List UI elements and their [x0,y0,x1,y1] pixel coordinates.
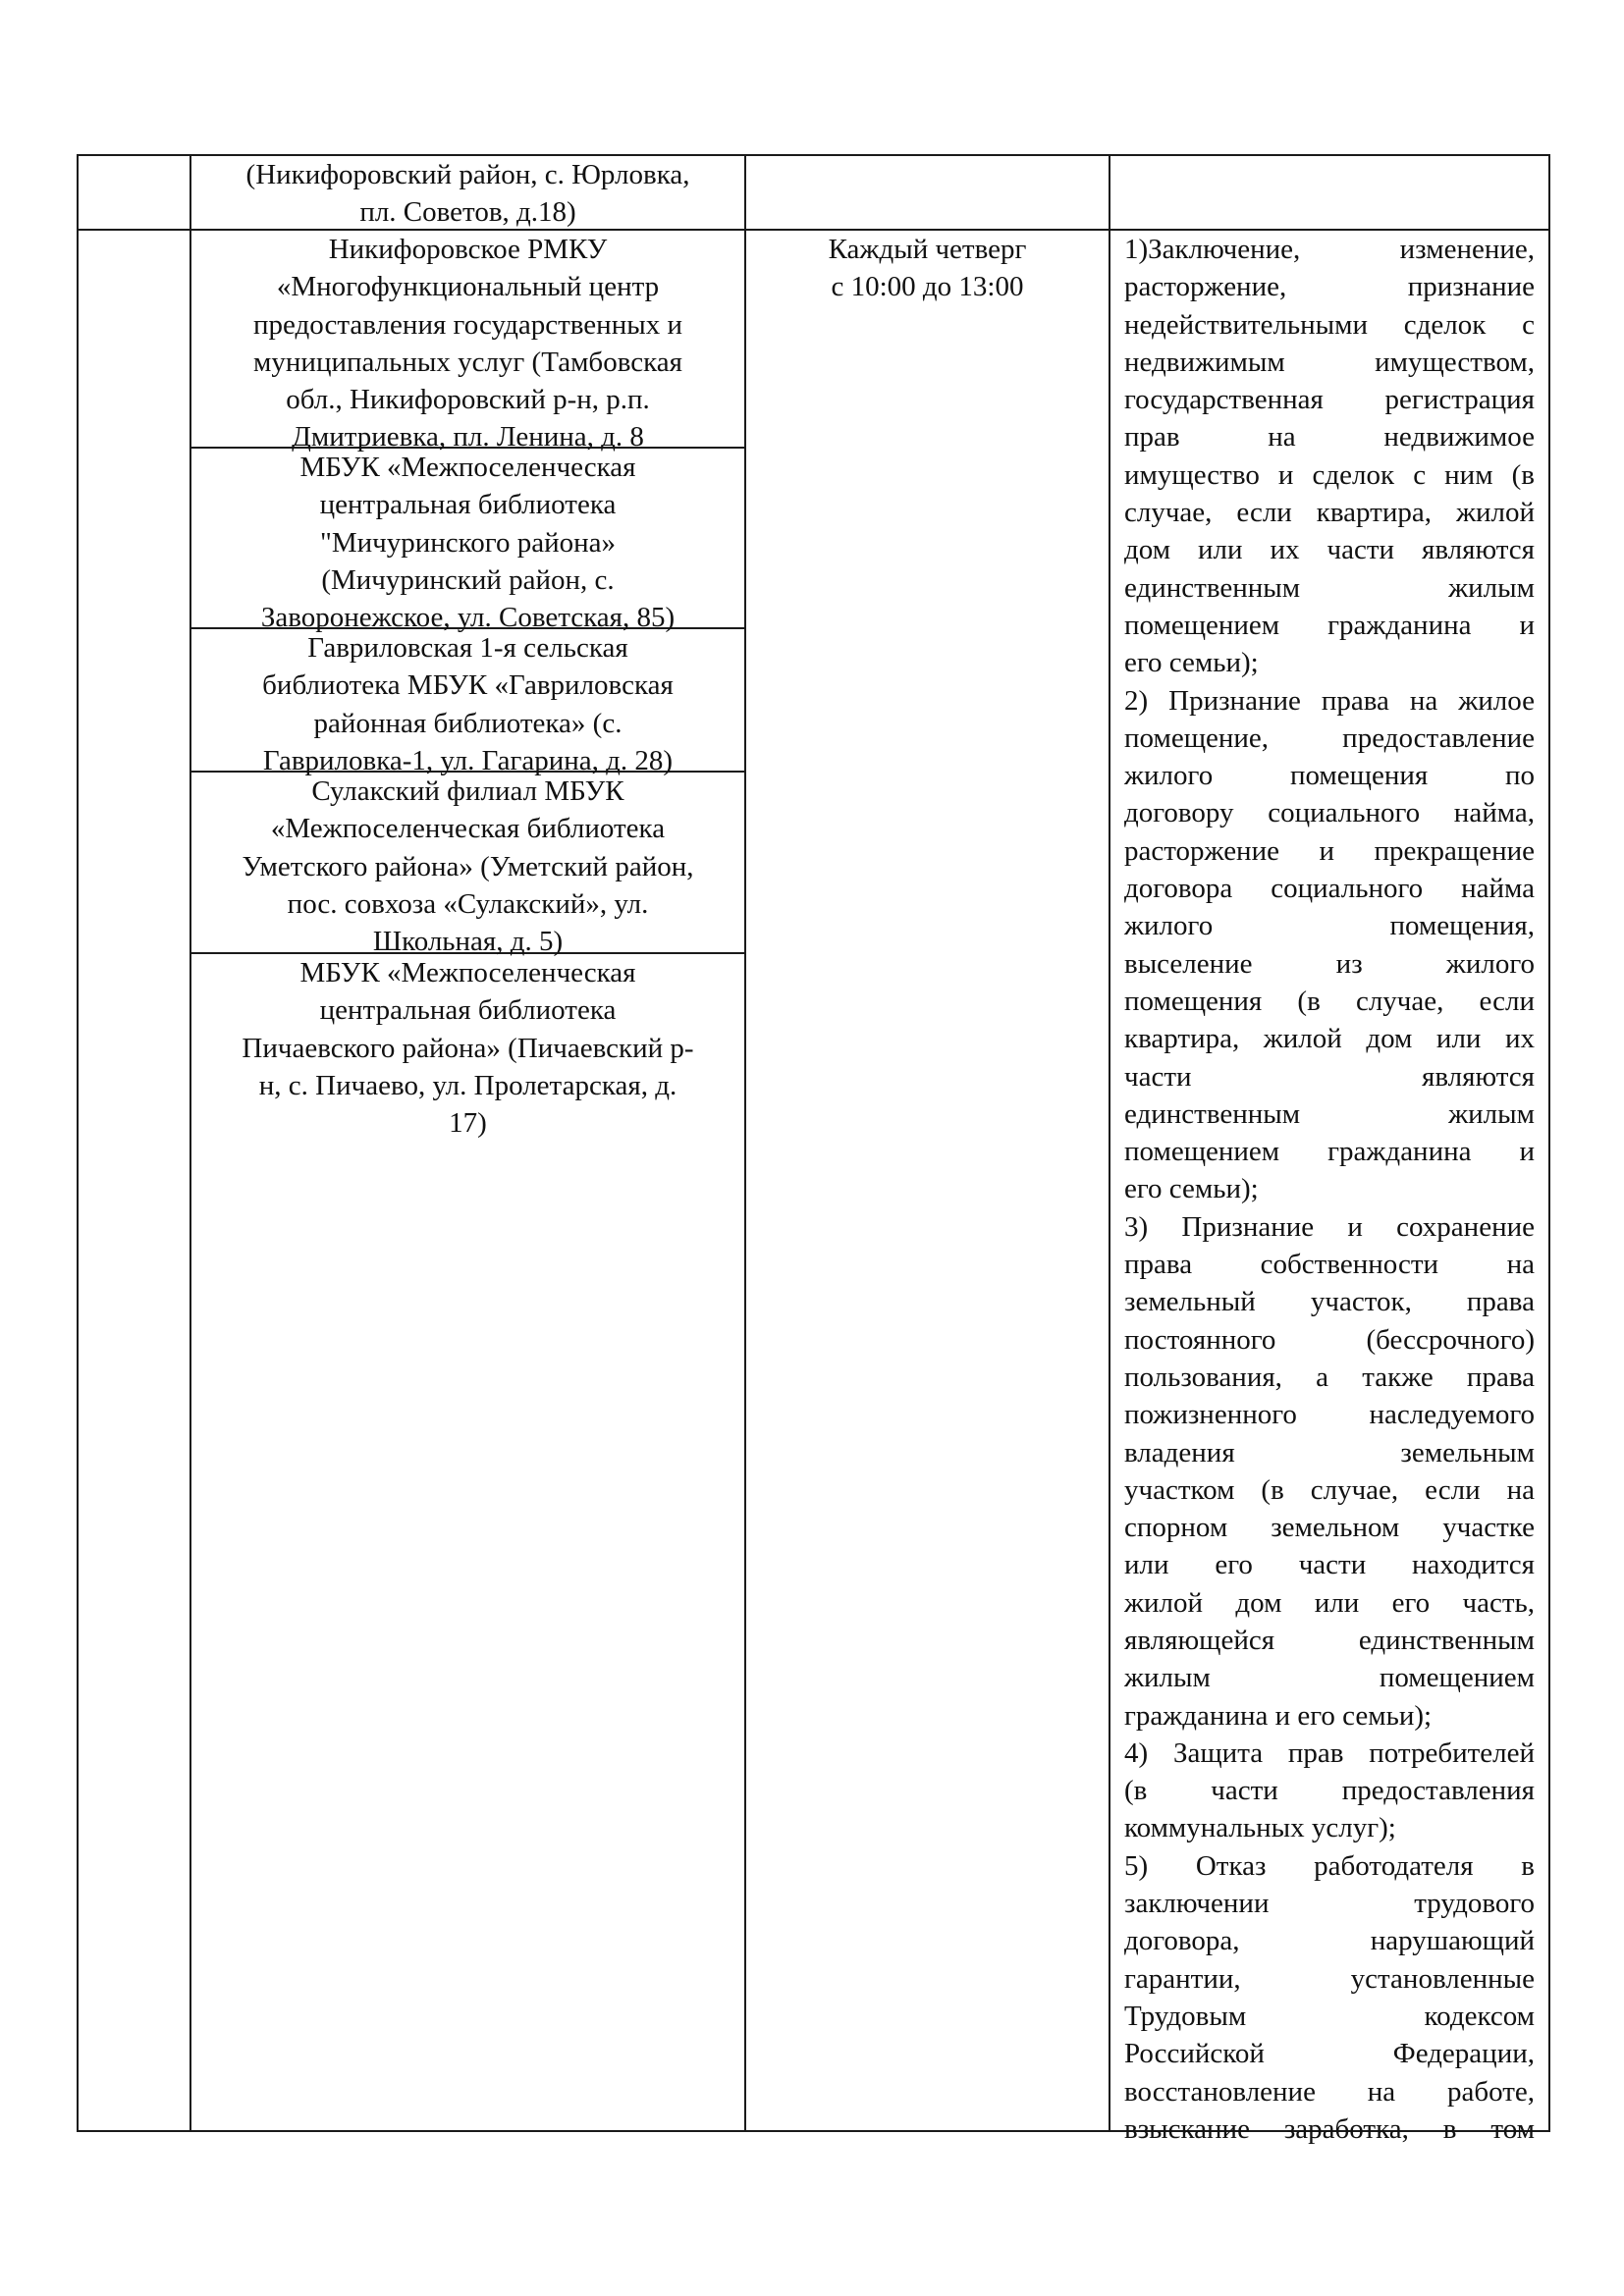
location-line: (Никифоровский район, с. Юрловка, [245,159,690,190]
topic-line: пожизненного наследуемого [1124,1399,1535,1431]
topic-line: 5) Отказ работодателя в [1124,1849,1535,1882]
topic-line: 4) Защита прав потребителей [1124,1736,1535,1769]
location-line: центральная библиотека [319,994,617,1027]
topic-line: помещение, предоставление [1124,721,1535,754]
location-line: Уметского района» (Уметский район, [242,850,694,882]
location-cell-2 [191,231,744,456]
location-line: Никифоровское РМКУ [328,234,608,265]
location-line: Школьная, д. 5) [372,926,564,958]
topic-line: взыскание заработка, в том [1124,2112,1535,2145]
topic-line: расторжение и прекращение [1124,834,1535,867]
topic-line: или его части находится [1124,1549,1535,1581]
location-line: обл., Никифоровский р-н, р.п. [286,384,650,416]
topic-line: договора, нарушающий [1124,1925,1535,1957]
topic-line: имущество и сделок с ним (в [1124,458,1535,491]
location-line: районная библиотека» (с. [313,707,623,739]
topic-line: договору социального найма, [1124,797,1535,829]
topic-line: пользования, а также права [1124,1361,1535,1393]
location-line: МБУК «Межпоселенческая [299,452,636,483]
location-line: (Мичуринский район, с. [321,563,615,596]
topic-line: помещением гражданина и [1124,1136,1535,1168]
topic-line: владения земельным [1124,1436,1535,1468]
column-divider-2 [744,154,746,2132]
topic-line: Российской Федерации, [1124,2038,1535,2070]
topic-line: земельный участок, права [1124,1286,1535,1318]
location-line: МБУК «Межпоселенческая [299,957,636,988]
topic-line: выселение из жилого [1124,947,1535,980]
table-left-border [77,154,79,2132]
topic-line: 1)Заключение, изменение, [1124,234,1535,265]
location-line: Гавриловка-1, ул. Гагарина, д. 28) [262,744,674,776]
topic-line: прав на недвижимое [1124,421,1535,454]
schedule-cell [746,231,1109,306]
topic-line: дом или их части являются [1124,534,1535,566]
topic-line: расторжение, признание [1124,271,1535,303]
location-line: «Многофункциональный центр [276,271,660,303]
topic-line: 3) Признание и сохранение [1124,1210,1535,1243]
topic-line: (в части предоставления [1124,1775,1535,1807]
topic-line: жилого помещения, [1124,910,1535,942]
topic-line: части являются [1124,1060,1535,1093]
table-right-border [1548,154,1550,2132]
topics-cell [1124,231,1535,2148]
topic-line: являющейся единственным [1124,1624,1535,1656]
location-line: пос. совхоза «Сулакский», ул. [287,887,649,920]
topic-line: недвижимым имуществом, [1124,346,1535,378]
topic-line: восстановление на работе, [1124,2075,1535,2108]
topic-line: помещением гражданина и [1124,609,1535,641]
location-line: предоставления государственных и [253,308,682,341]
topic-line: коммунальных услуг); [1124,1812,1396,1844]
topic-line: постоянного (бессрочного) [1124,1323,1535,1356]
topic-line: квартира, жилой дом или их [1124,1023,1535,1055]
topic-line: жилой дом или его часть, [1124,1586,1535,1619]
location-line: Дмитриевка, пл. Ленина, д. 8 [292,421,644,454]
topic-line: Трудовым кодексом [1124,2000,1535,2032]
location-cell-1 [191,156,744,232]
location-line: н, с. Пичаево, ул. Пролетарская, д. [258,1069,677,1101]
schedule-line: с 10:00 до 13:00 [831,271,1024,303]
location-line: муниципальных услуг (Тамбовская [253,346,682,378]
topic-line: его семьи); [1124,1173,1259,1205]
location-cell-3 [191,449,744,636]
location-cell-5 [191,773,744,960]
location-line: библиотека МБУК «Гавриловская [262,669,674,702]
location-line: Сулакский филиал МБУК [311,775,624,807]
location-cell-6 [191,954,744,1142]
topic-line: жилым помещением [1124,1662,1535,1694]
topic-line: 2) Признание права на жилое [1124,684,1535,717]
location-line: пл. Советов, д.18) [359,196,576,229]
location-line: «Межпоселенческая библиотека [270,813,666,845]
location-line: Пичаевского района» (Пичаевский р- [242,1032,694,1064]
location-cell-4 [191,629,744,779]
topic-line: гарантии, установленные [1124,1962,1535,1995]
topic-line: единственным жилым [1124,1097,1535,1130]
topic-line: гражданина и его семьи); [1124,1699,1433,1732]
topic-line: государственная регистрация [1124,384,1535,416]
topic-line: права собственности на [1124,1249,1535,1281]
location-line: Заворонежское, ул. Советская, 85) [260,602,676,634]
topic-line: помещения (в случае, если [1124,985,1535,1017]
schedule-line: Каждый четверг [828,234,1027,265]
topic-line: спорном земельном участке [1124,1512,1535,1544]
topic-line: случае, если квартира, жилой [1124,497,1535,529]
topic-line: жилого помещения по [1124,760,1535,792]
column-divider-3 [1109,154,1110,2132]
topic-line: его семьи); [1124,647,1259,679]
location-line: центральная библиотека [319,489,617,521]
location-line: Гавриловская 1-я сельская [307,632,628,664]
topic-line: заключении трудового [1124,1888,1535,1920]
topic-line: единственным жилым [1124,571,1535,604]
topic-line: участком (в случае, если на [1124,1473,1535,1506]
location-line: "Мичуринского района» [320,526,616,559]
location-line: 17) [449,1107,487,1140]
topic-line: договора социального найма [1124,873,1535,905]
topic-line: недействительными сделок с [1124,308,1535,341]
